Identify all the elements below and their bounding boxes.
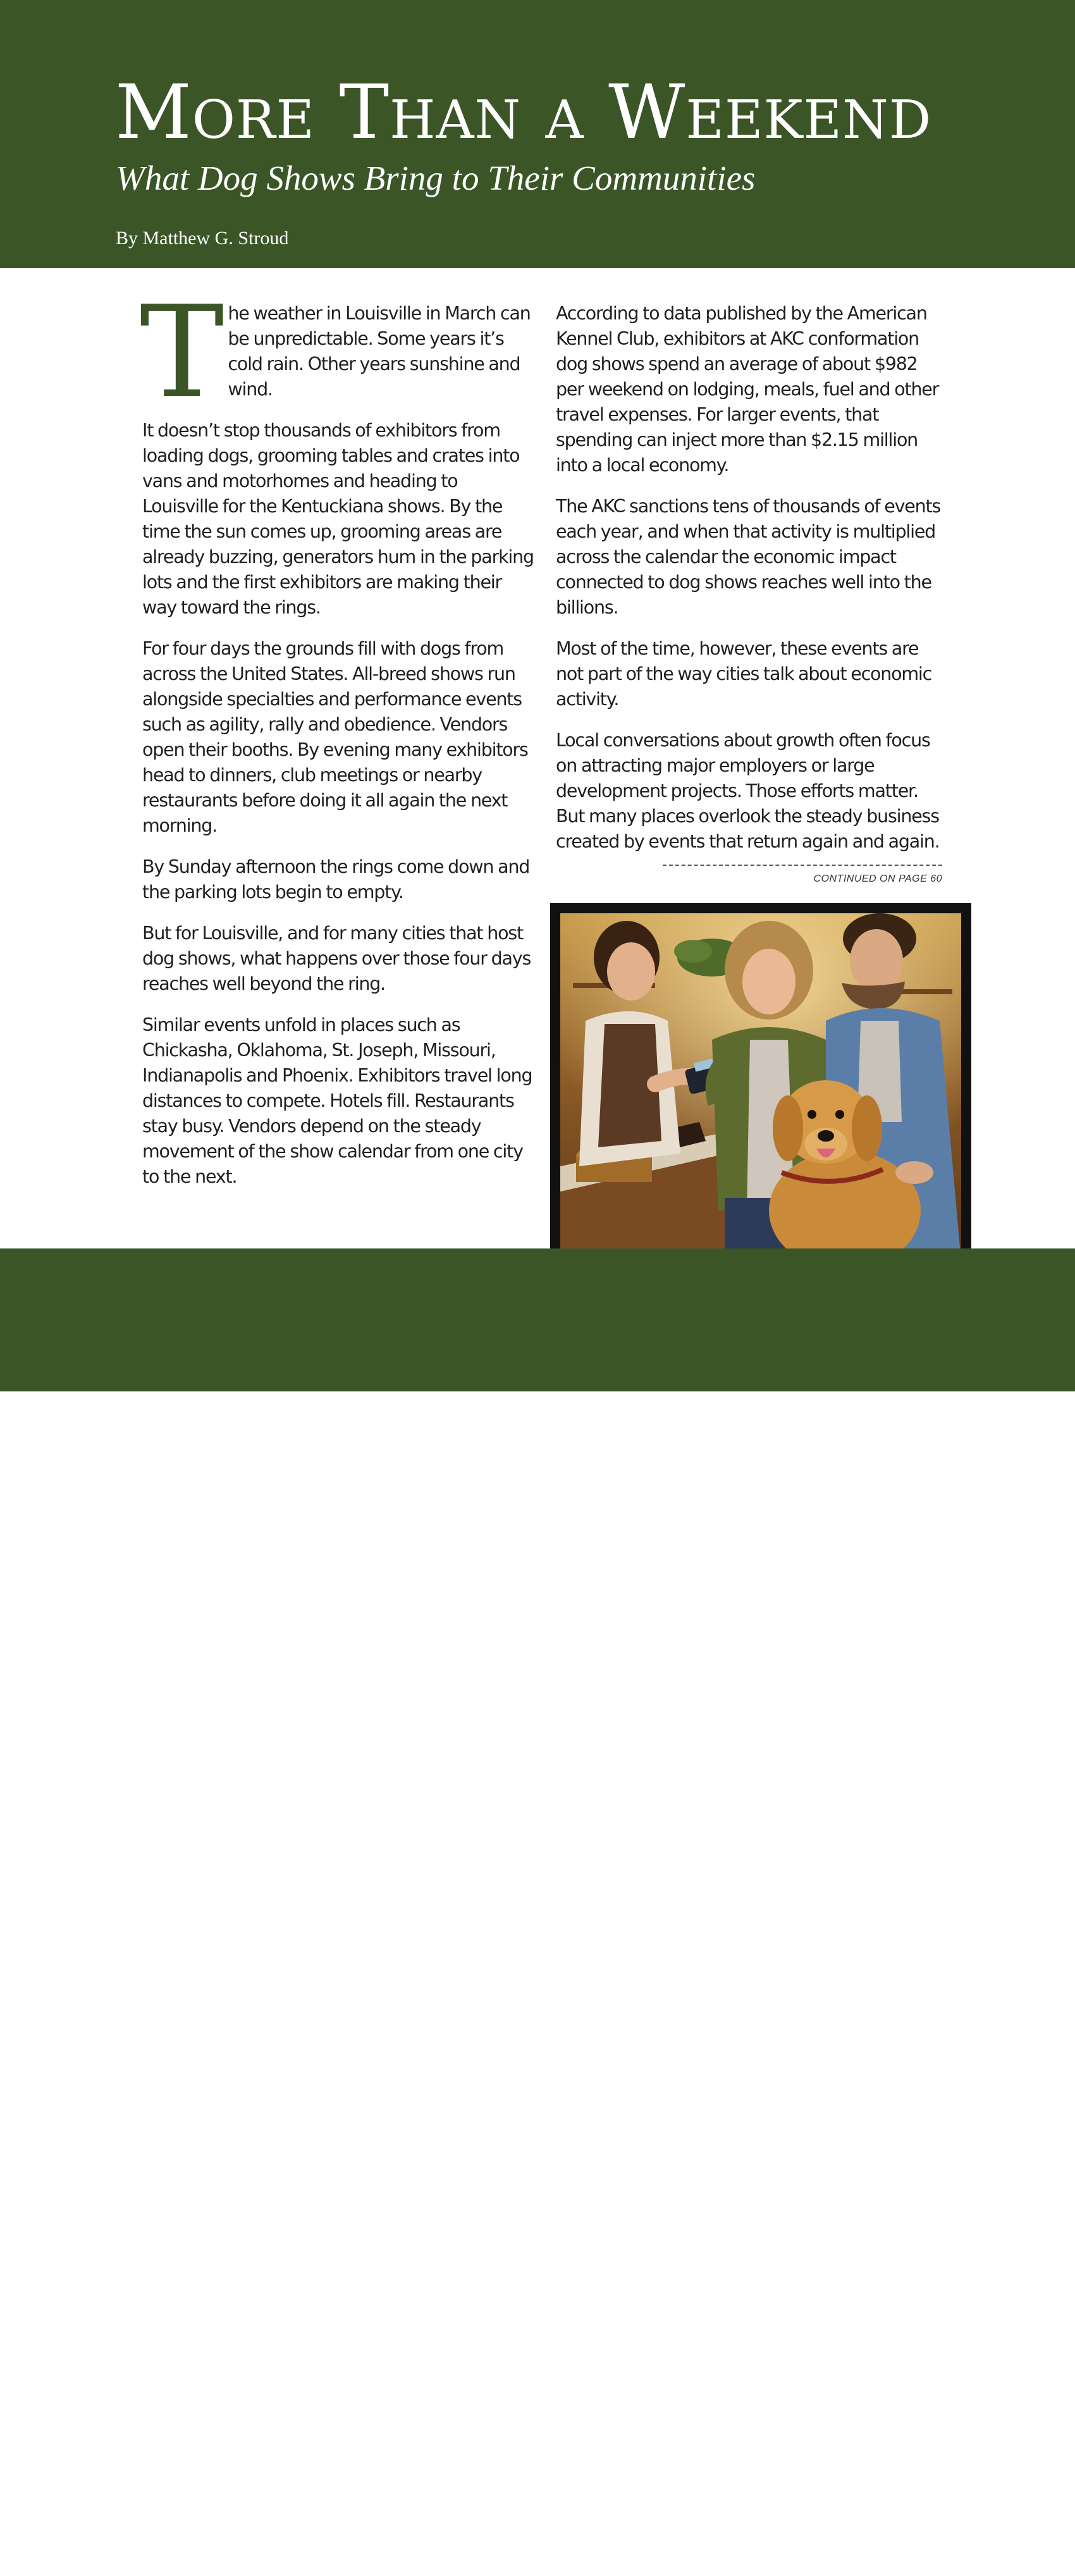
article-subtitle: What Dog Shows Bring to Their Communities [116,159,756,197]
paragraph-10: Local conversations about growth often focus on attracting major employers or large development projects. Those efforts matter. But many places overlook the steady business created by events that return again and again. [556,730,940,852]
paragraph-6: Similar events unfold in places such as Chickasha, Oklahoma, St. Joseph, Missouri, Indianapolis and Phoenix. Exhibitors travel long distances to compete. Hotels fill. Restaurants stay busy. Vendors depend on the steady movement of the show calendar from one city to the next. [142,1014,532,1187]
footer-band [0,1248,1075,2576]
paragraph-2: It doesn’t stop thousands of exhibitors from loading dogs, grooming tables and crates into vans and motorhomes and heading to Louisville for the Kentuckiana shows. By the time the sun comes up, grooming areas are already buzzing, generators hum in the parking lots and the first exhibitors are making their way toward the rings. [142,420,534,618]
paragraph-8: The AKC sanctions tens of thousands of events each year, and when that activity is multiplied across the calendar the economic impact connected to dog shows reaches well into the billions. [556,496,941,618]
header-band [0,0,1075,268]
drop-cap: T [140,279,224,426]
page-folio: 26 DOG NEWS MAGAZINE [78,2556,305,2576]
paragraph-9: Most of the time, however, these events are not part of the way cities talk about economic activity. [556,638,932,710]
byline: By Matthew G. Stroud [116,228,289,249]
paragraph-7: According to data published by the American Kennel Club, exhibitors at AKC conformation dog shows spend an average of about $982 per weekend on lodging, meals, fuel and other travel expenses. For larger events, that spending can inject more than $2.15 million into a local economy. [556,303,939,476]
shop-counter-dog-illustration-icon [560,913,961,1261]
paragraph-1 [140,279,534,426]
continued-rule [663,865,942,884]
paragraph-5: But for Louisville, and for many cities that host dog shows, what happens over those four days reaches well beyond the ring. [142,923,531,994]
article-column-right [556,301,948,870]
article-column-left [140,279,534,1205]
paragraph-1-text: he weather in Louisville in March can be unpredictable. Some years it’s cold rain. Other years sunshine and wind. [228,303,531,400]
article-title: More Than a Weekend [115,68,932,156]
paragraph-4: By Sunday afternoon the rings come down and the parking lots begin to empty. [142,856,530,903]
photo-frame [550,903,971,1274]
paragraph-3: For four days the grounds fill with dogs from across the United States. All-breed shows run alongside specialties and performance events such as agility, rally and obedience. Vendors open their booths. By evening many exhibitors head to dinners, club meetings or nearby restaurants before doing it all again the next morning. [142,638,528,836]
continued-label: CONTINUED ON PAGE 60 [813,873,942,884]
